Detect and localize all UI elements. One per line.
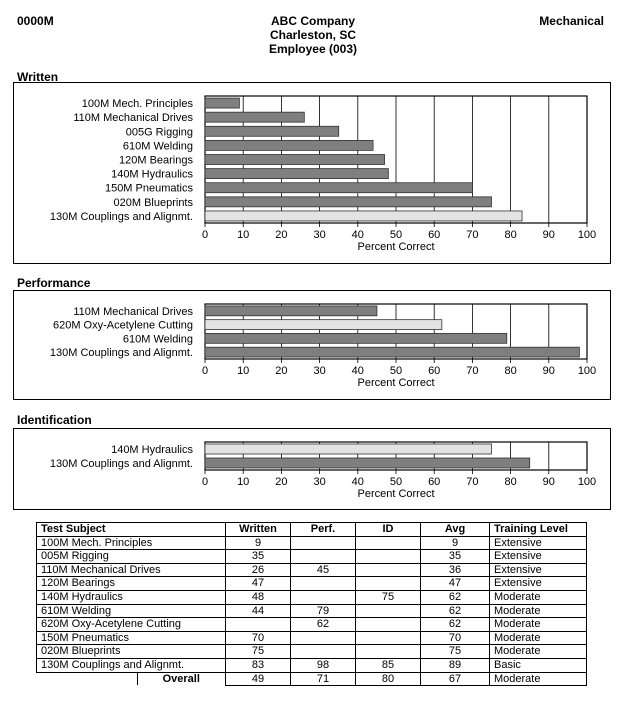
bar bbox=[205, 444, 492, 454]
cell-written: 70 bbox=[226, 631, 291, 645]
overall-perf: 71 bbox=[291, 672, 356, 686]
x-tick-label: 40 bbox=[351, 365, 364, 377]
cell-avg: 70 bbox=[421, 631, 490, 645]
category-label: 100M Mech. Principles bbox=[81, 98, 193, 111]
cell-written: 47 bbox=[226, 577, 291, 591]
cell-subject: 130M Couplings and Alignmt. bbox=[37, 658, 226, 672]
bar bbox=[205, 183, 472, 193]
bar bbox=[205, 197, 492, 207]
bar bbox=[205, 347, 579, 357]
cell-training-level: Extensive bbox=[490, 577, 587, 591]
cell-avg: 35 bbox=[421, 550, 490, 564]
category-label: 120M Bearings bbox=[119, 154, 193, 167]
overall-id: 80 bbox=[356, 672, 421, 686]
cell-avg: 62 bbox=[421, 590, 490, 604]
cell-subject: 020M Blueprints bbox=[37, 645, 226, 659]
x-tick-label: 10 bbox=[237, 476, 250, 488]
cell-subject: 610M Welding bbox=[37, 604, 226, 618]
table-row bbox=[37, 563, 587, 577]
x-tick-label: 70 bbox=[466, 229, 479, 241]
performance-section-title: Performance bbox=[17, 276, 91, 290]
x-tick-label: 0 bbox=[201, 229, 209, 241]
cell-perf bbox=[291, 590, 356, 604]
cell-written: 83 bbox=[226, 658, 291, 672]
x-axis-label: Percent Correct bbox=[357, 488, 435, 500]
cell-subject: 120M Bearings bbox=[37, 577, 226, 591]
col-header-id: ID bbox=[356, 523, 421, 537]
cell-id bbox=[356, 645, 421, 659]
cell-perf bbox=[291, 536, 356, 550]
bar bbox=[205, 155, 385, 165]
table-header-row bbox=[37, 523, 587, 537]
cell-written: 9 bbox=[226, 536, 291, 550]
category-label: 020M Blueprints bbox=[113, 196, 193, 209]
x-tick-label: 0 bbox=[201, 476, 209, 488]
performance-chart-panel bbox=[13, 290, 611, 400]
x-tick-label: 100 bbox=[577, 229, 597, 241]
bar bbox=[205, 320, 442, 330]
x-tick-label: 50 bbox=[389, 229, 403, 241]
cell-avg: 9 bbox=[421, 536, 490, 550]
x-tick-label: 70 bbox=[466, 476, 479, 488]
x-tick-label: 30 bbox=[313, 365, 326, 377]
category-label: 110M Mechanical Drives bbox=[73, 112, 193, 125]
cell-avg: 75 bbox=[421, 645, 490, 659]
category-label: 140M Hydraulics bbox=[111, 168, 193, 181]
x-tick-label: 60 bbox=[428, 229, 441, 241]
cell-id bbox=[356, 550, 421, 564]
company-name: ABC Company bbox=[270, 14, 355, 28]
cell-training-level: Extensive bbox=[490, 536, 587, 550]
cell-subject: 150M Pneumatics bbox=[37, 631, 226, 645]
x-tick-label: 70 bbox=[466, 365, 479, 377]
cell-perf: 62 bbox=[291, 618, 356, 632]
x-tick-label: 100 bbox=[577, 476, 597, 488]
x-tick-label: 60 bbox=[428, 476, 441, 488]
cell-perf: 98 bbox=[291, 658, 356, 672]
x-tick-label: 40 bbox=[351, 229, 364, 241]
cell-id bbox=[356, 577, 421, 591]
identification-chart-panel bbox=[13, 428, 611, 510]
x-tick-label: 10 bbox=[237, 365, 250, 377]
x-tick-label: 20 bbox=[275, 365, 288, 377]
cell-id bbox=[356, 563, 421, 577]
overall-label: Overall bbox=[137, 673, 226, 686]
category-label: 110M Mechanical Drives bbox=[73, 305, 193, 318]
cell-id bbox=[356, 618, 421, 632]
bar bbox=[205, 112, 304, 122]
category-label: 150M Pneumatics bbox=[104, 182, 193, 195]
col-header-subject: Test Subject bbox=[37, 523, 226, 537]
table-row bbox=[37, 645, 587, 659]
cell-subject: 620M Oxy-Acetylene Cutting bbox=[37, 618, 226, 632]
x-tick-label: 50 bbox=[389, 365, 403, 377]
bar bbox=[205, 306, 377, 316]
category-label: 610M Welding bbox=[122, 333, 193, 346]
col-header-training-level: Training Level bbox=[490, 523, 587, 537]
cell-training-level: Extensive bbox=[490, 550, 587, 564]
cell-training-level: Moderate bbox=[490, 645, 587, 659]
x-tick-label: 10 bbox=[237, 229, 250, 241]
x-axis-label: Percent Correct bbox=[357, 241, 435, 253]
col-header-written: Written bbox=[226, 523, 291, 537]
overall-subject-cell bbox=[37, 672, 226, 686]
department-label: Mechanical bbox=[539, 14, 604, 28]
cell-perf bbox=[291, 631, 356, 645]
written-chart-panel bbox=[13, 82, 611, 264]
table-row bbox=[37, 631, 587, 645]
overall-written: 49 bbox=[226, 672, 291, 686]
cell-avg: 47 bbox=[421, 577, 490, 591]
cell-written: 48 bbox=[226, 590, 291, 604]
cell-id bbox=[356, 536, 421, 550]
cell-id: 75 bbox=[356, 590, 421, 604]
cell-training-level: Extensive bbox=[490, 563, 587, 577]
x-tick-label: 90 bbox=[542, 365, 555, 377]
col-header-avg: Avg bbox=[421, 523, 490, 537]
cell-written: 75 bbox=[226, 645, 291, 659]
cell-written bbox=[226, 618, 291, 632]
x-tick-label: 20 bbox=[275, 229, 288, 241]
x-tick-label: 80 bbox=[504, 229, 517, 241]
col-header-perf: Perf. bbox=[291, 523, 356, 537]
cell-perf: 45 bbox=[291, 563, 356, 577]
cell-perf: 79 bbox=[291, 604, 356, 618]
overall-row bbox=[37, 672, 587, 686]
cell-subject: 100M Mech. Principles bbox=[37, 536, 226, 550]
cell-training-level: Moderate bbox=[490, 604, 587, 618]
identification-section-title: Identification bbox=[17, 413, 92, 427]
category-label: 005G Rigging bbox=[125, 126, 193, 139]
cell-written: 35 bbox=[226, 550, 291, 564]
x-tick-label: 80 bbox=[504, 365, 517, 377]
cell-avg: 89 bbox=[421, 658, 490, 672]
table-row bbox=[37, 590, 587, 604]
category-label: 140M Hydraulics bbox=[111, 444, 193, 456]
performance-chart bbox=[14, 291, 612, 401]
table-row bbox=[37, 618, 587, 632]
category-label: 130M Couplings and Alignmt. bbox=[49, 458, 193, 470]
category-label: 130M Couplings and Alignmt. bbox=[49, 210, 193, 223]
employee-name: Employee (003) bbox=[268, 42, 358, 56]
table-row bbox=[37, 577, 587, 591]
category-label: 130M Couplings and Alignmt. bbox=[49, 347, 193, 360]
x-tick-label: 50 bbox=[389, 476, 403, 488]
cell-perf bbox=[291, 645, 356, 659]
cell-id bbox=[356, 631, 421, 645]
x-tick-label: 30 bbox=[313, 476, 326, 488]
category-label: 610M Welding bbox=[122, 140, 193, 153]
cell-training-level: Moderate bbox=[490, 618, 587, 632]
cell-training-level: Moderate bbox=[490, 631, 587, 645]
x-tick-label: 30 bbox=[313, 229, 326, 241]
x-tick-label: 20 bbox=[275, 476, 288, 488]
cell-id bbox=[356, 604, 421, 618]
identification-chart bbox=[14, 429, 612, 511]
table-row bbox=[37, 536, 587, 550]
cell-subject: 110M Mechanical Drives bbox=[37, 563, 226, 577]
bar bbox=[205, 169, 388, 179]
cell-written: 26 bbox=[226, 563, 291, 577]
bar bbox=[205, 98, 239, 108]
cell-id: 85 bbox=[356, 658, 421, 672]
cell-training-level: Moderate bbox=[490, 590, 587, 604]
bar bbox=[205, 458, 530, 468]
overall-avg: 67 bbox=[421, 672, 490, 686]
bar bbox=[205, 126, 339, 136]
cell-subject: 005M Rigging bbox=[37, 550, 226, 564]
cell-perf bbox=[291, 577, 356, 591]
cell-avg: 62 bbox=[421, 618, 490, 632]
cell-subject: 140M Hydraulics bbox=[37, 590, 226, 604]
report-code: 0000M bbox=[17, 14, 54, 28]
x-tick-label: 90 bbox=[542, 476, 555, 488]
overall-training-level: Moderate bbox=[490, 672, 587, 686]
table-row bbox=[37, 658, 587, 672]
x-tick-label: 0 bbox=[201, 365, 209, 377]
summary-table bbox=[36, 522, 587, 686]
x-tick-label: 60 bbox=[428, 365, 441, 377]
table-row bbox=[37, 550, 587, 564]
cell-perf bbox=[291, 550, 356, 564]
cell-avg: 36 bbox=[421, 563, 490, 577]
bar bbox=[205, 211, 522, 221]
written-chart bbox=[14, 83, 612, 265]
table-row bbox=[37, 604, 587, 618]
written-section-title: Written bbox=[17, 70, 59, 84]
x-tick-label: 40 bbox=[351, 476, 364, 488]
x-tick-label: 90 bbox=[542, 229, 555, 241]
bar bbox=[205, 140, 373, 150]
category-label: 620M Oxy-Acetylene Cutting bbox=[52, 319, 193, 332]
x-axis-label: Percent Correct bbox=[357, 377, 435, 389]
cell-avg: 62 bbox=[421, 604, 490, 618]
x-tick-label: 80 bbox=[504, 476, 517, 488]
bar bbox=[205, 333, 507, 343]
cell-training-level: Basic bbox=[490, 658, 587, 672]
x-tick-label: 100 bbox=[577, 365, 597, 377]
cell-written: 44 bbox=[226, 604, 291, 618]
report-title-block bbox=[0, 14, 626, 56]
company-location: Charleston, SC bbox=[269, 28, 356, 42]
